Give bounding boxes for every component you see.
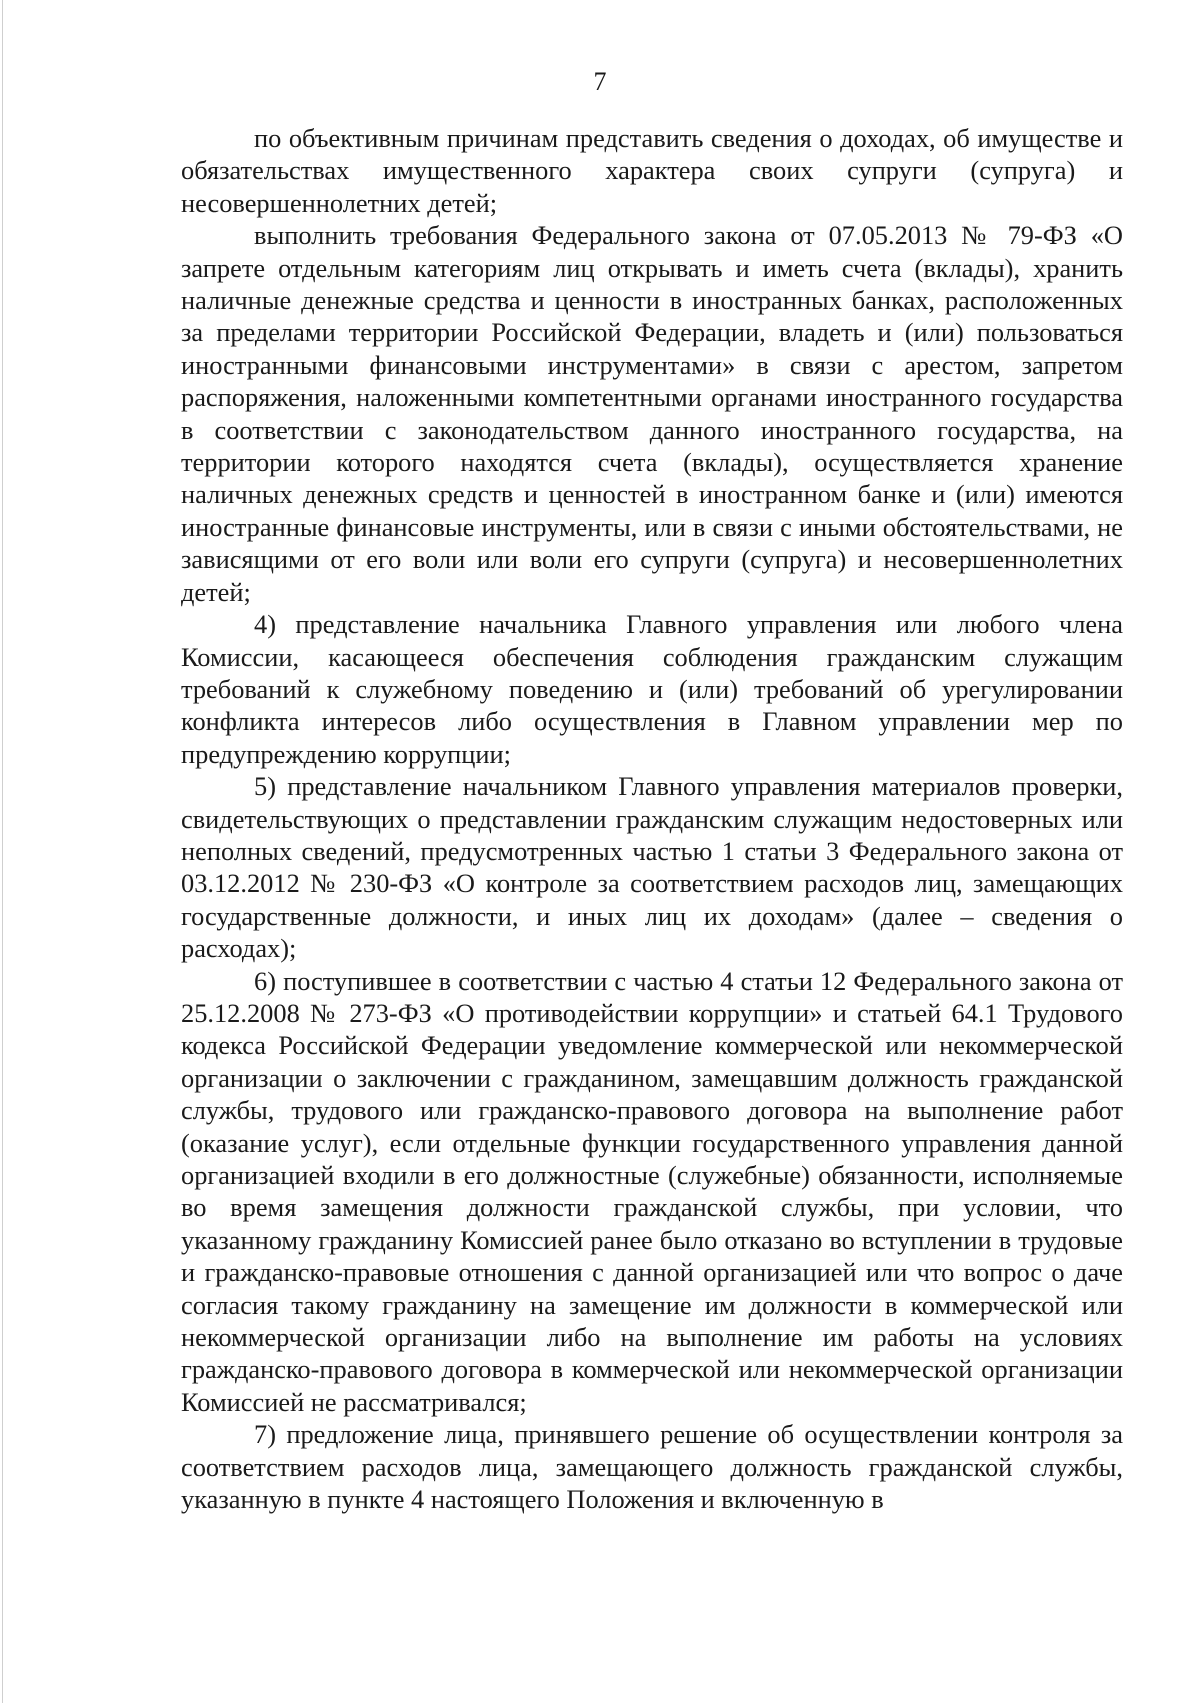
paragraph-continuation: по объективным причинам представить сведения о доходах, об имуществе и обязательствах имущественного характера своих супруги (супруга) и несовершеннолетних детей; <box>181 123 1123 218</box>
paragraph-item-4: 4) представление начальника Главного управления или любого члена Комиссии, касающееся обеспечения соблюдения гражданским служащим требований к служебному поведению и (или) требований об урегулировании конфликта интересов либо осуществления в Главном управлении мер по предупреждению коррупции; <box>181 609 1123 769</box>
page-number: 7 <box>593 67 607 96</box>
paragraph-item-5: 5) представление начальником Главного управления материалов проверки, свидетельствующих о представлении гражданским служащим недостоверных или неполных сведений, предусмотренных частью 1 статьи 3 Федерального закона от 03.12.2012 № 230-ФЗ «О контроле за соответствием расходов лиц, замещающих государственные должности, и иных лиц их доходам» (далее – сведения о расходах); <box>181 771 1123 964</box>
paragraph-item-6: 6) поступившее в соответствии с частью 4 статьи 12 Федерального закона от 25.12.2008 № 273-ФЗ «О противодействии коррупции» и статьей 64.1 Трудового кодекса Российской Федерации уведомление коммерческой или некоммерческой организации о заключении с гражданином, замещавшим должность гражданской службы, трудового или гражданско-правового договора на выполнение работ (оказание услуг), если отдельные функции государственного управления данной организацией входили в его должностные (служебные) обязанности, исполняемые во время замещения должности гражданской службы, при условии, что указанному гражданину Комиссией ранее было отказано во вступлении в трудовые и гражданско-правовые отношения с данной организацией или что вопрос о даче согласия такому гражданину на замещение им должности в коммерческой или некоммерческой организации либо на выполнение им работы на условиях гражданско-правового договора в коммерческой или некоммерческой организации Комиссией не рассматривался; <box>181 965 1123 1417</box>
body-text <box>181 122 1123 1515</box>
paragraph-item-7: 7) предложение лица, принявшего решение об осуществлении контроля за соответствием расходов лица, замещающего должность гражданской службы, указанную в пункте 4 настоящего Положения и включенную в <box>181 1419 1123 1515</box>
paragraph-fz-79: выполнить требования Федерального закона от 07.05.2013 № 79-ФЗ «О запрете отдельным категориям лиц открывать и иметь счета (вклады), хранить наличные денежные средства и ценности в иностранных банках, расположенных за пределами территории Российской Федерации, владеть и (или) пользоваться иностранными финансовыми инструментами» в связи с арестом, запретом распоряжения, наложенными компетентными органами иностранного государства в соответствии с законодательством данного иностранного государства, на территории которого находятся счета (вклады), осуществляется хранение наличных денежных средств и ценностей в иностранном банке и (или) имеются иностранные финансовые инструменты, или в связи с иными обстоятельствами, не зависящими от его воли или воли его супруги (супруга) и несовершеннолетних детей; <box>181 220 1123 607</box>
scan-edge <box>2 0 3 1703</box>
